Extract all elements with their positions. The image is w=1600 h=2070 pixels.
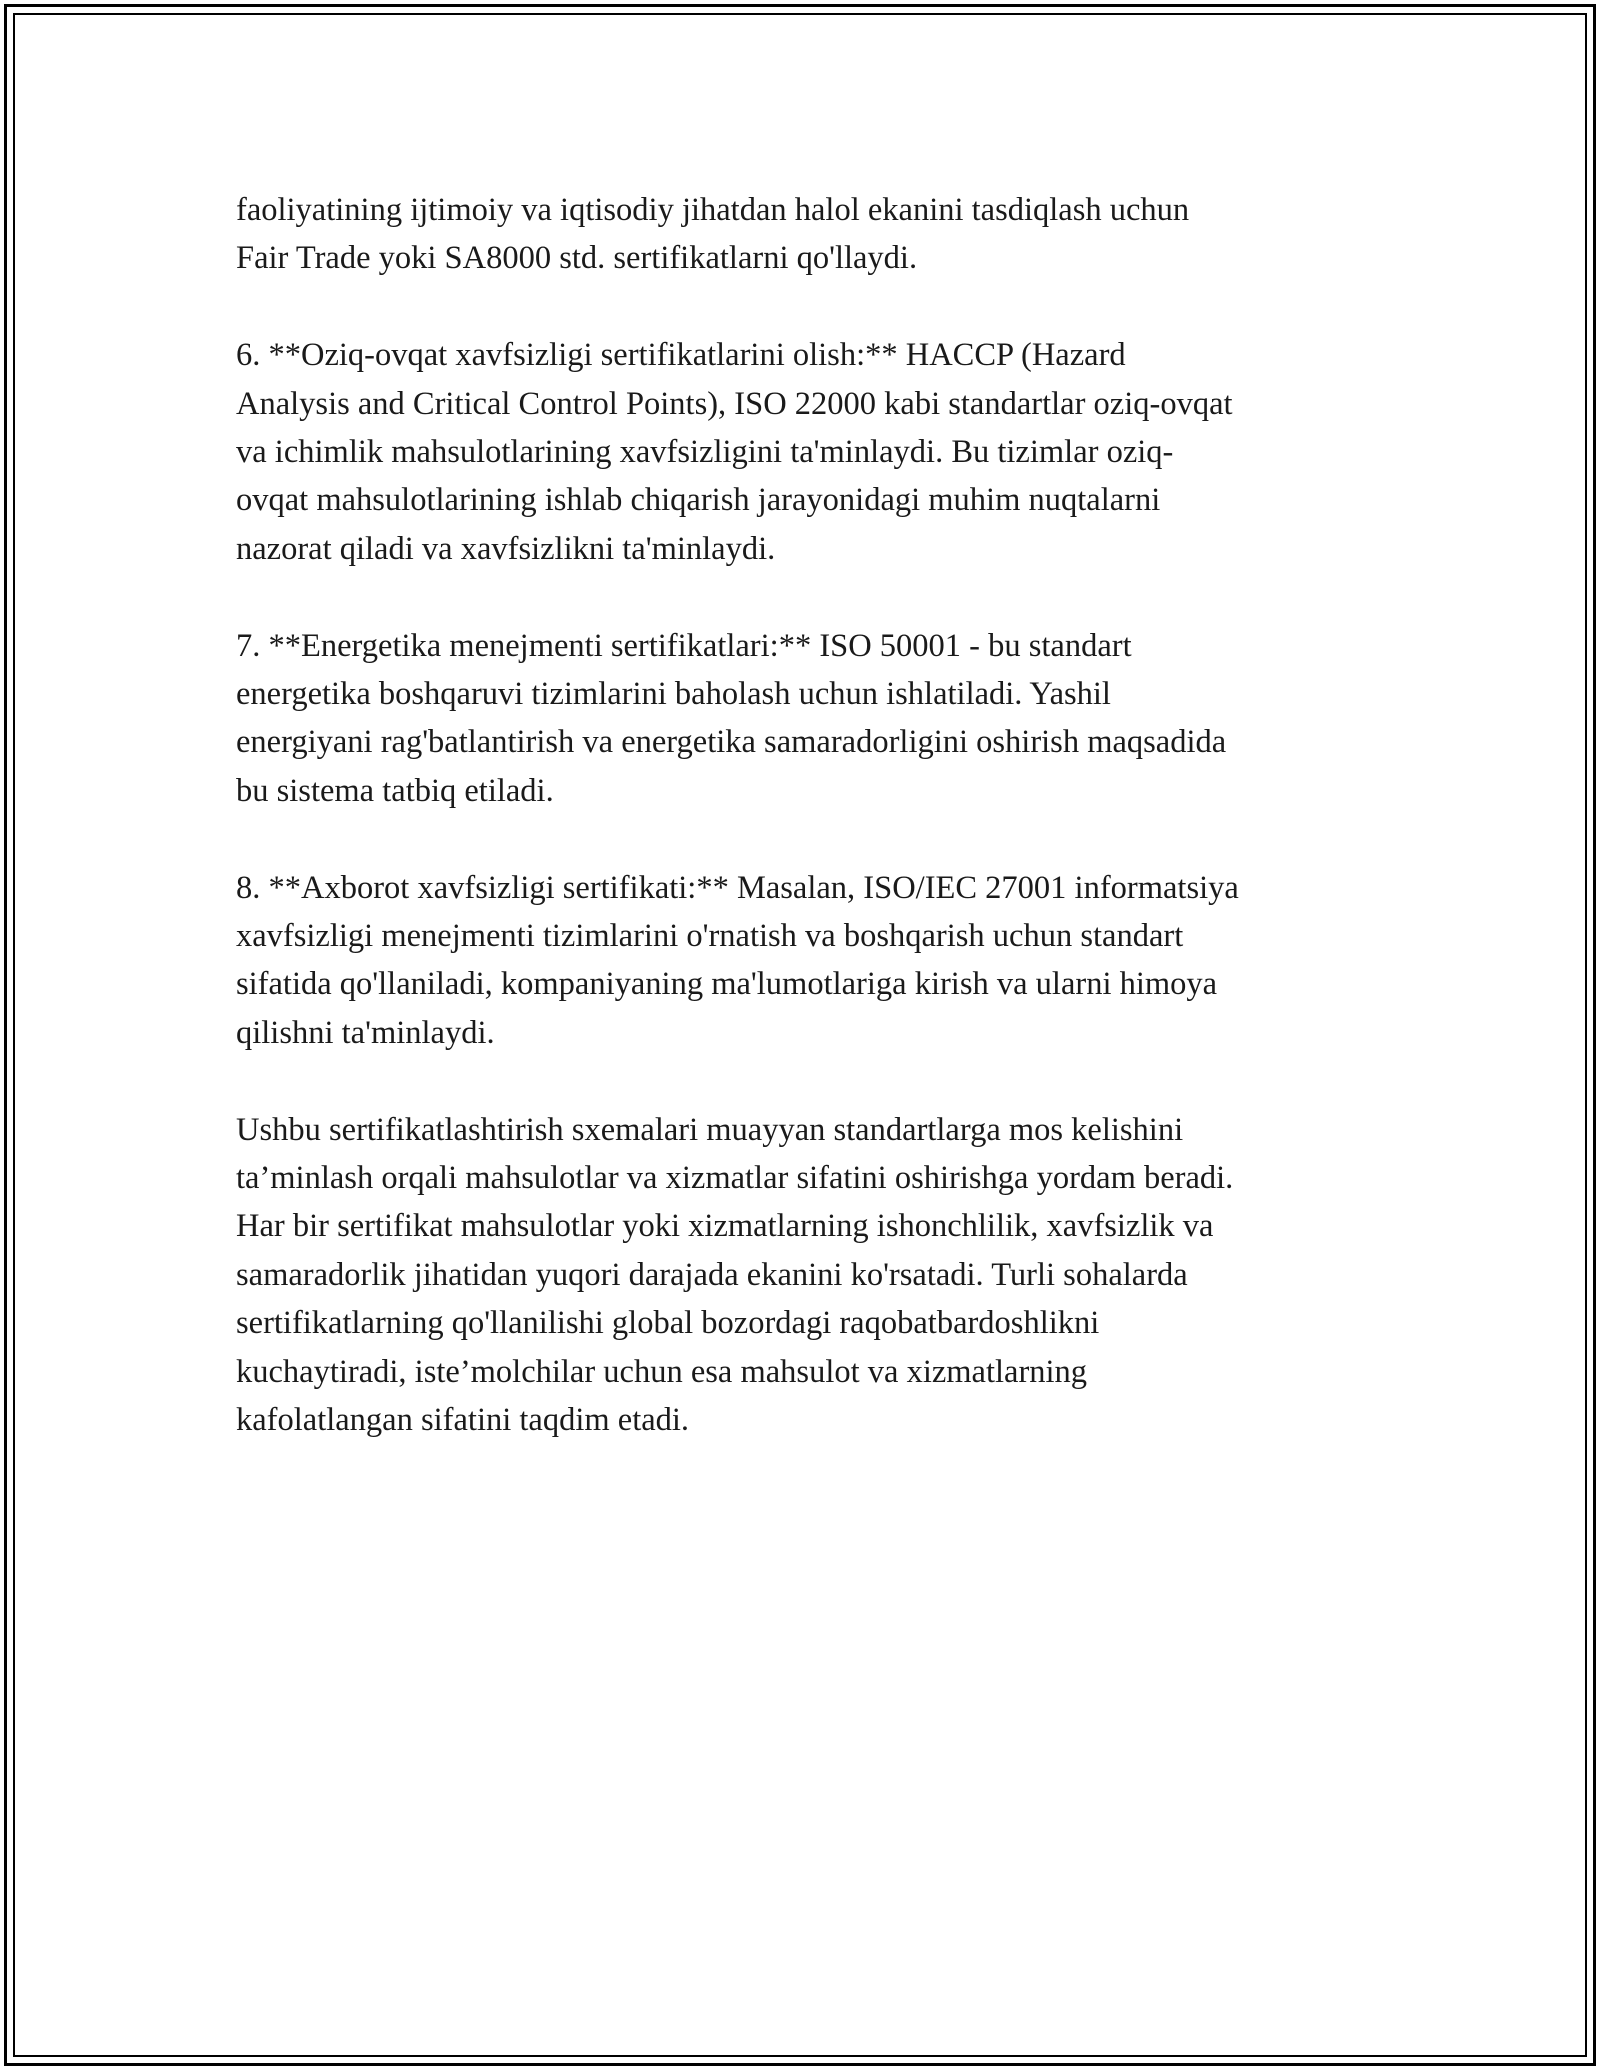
paragraph-food-safety xyxy=(236,331,1376,573)
text-line: Har bir sertifikat mahsulotlar yoki xizmatlarning ishonchlilik, xavfsizlik va xyxy=(236,1208,1214,1245)
text-line: samaradorlik jihatidan yuqori darajada ekanini ko'rsatadi. Turli sohalarda xyxy=(236,1256,1188,1293)
text-line: Analysis and Critical Control Points), ISO 22000 kabi standartlar oziq-ovqat xyxy=(236,385,1233,422)
paragraph-fair-trade xyxy=(236,186,1376,283)
document-body xyxy=(236,186,1376,1493)
text-line: nazorat qiladi va xavfsizlikni ta'minlaydi. xyxy=(236,530,776,567)
text-line: bu sistema tatbiq etiladi. xyxy=(236,772,554,809)
text-line: Ushbu sertifikatlashtirish sxemalari muayyan standartlarga mos kelishini xyxy=(236,1111,1184,1148)
paragraph-energy-management xyxy=(236,622,1376,816)
paragraph-information-security xyxy=(236,864,1376,1058)
text-line: 8. **Axborot xavfsizligi sertifikati:** Masalan, ISO/IEC 27001 informatsiya xyxy=(236,869,1239,906)
paragraph-conclusion xyxy=(236,1106,1376,1445)
text-line: 6. **Oziq-ovqat xavfsizligi sertifikatlarini olish:** HACCP (Hazard xyxy=(236,337,1126,374)
text-line: kuchaytiradi, iste’molchilar uchun esa mahsulot va xizmatlarning xyxy=(236,1353,1088,1390)
text-line: sifatida qo'llaniladi, kompaniyaning ma'lumotlariga kirish va ularni himoya xyxy=(236,966,1218,1003)
text-line: energiyani rag'batlantirish va energetika samaradorligini oshirish maqsadida xyxy=(236,724,1227,761)
text-line: sertifikatlarning qo'llanilishi global bozordagi raqobatbardoshlikni xyxy=(236,1305,1100,1342)
text-line: ovqat mahsulotlarining ishlab chiqarish jarayonidagi muhim nuqtalarni xyxy=(236,482,1161,519)
text-line: faoliyatining ijtimoiy va iqtisodiy jihatdan halol ekanini tasdiqlash uchun xyxy=(236,192,1190,228)
text-line: xavfsizligi menejmenti tizimlarini o'rnatish va boshqarish uchun standart xyxy=(236,918,1184,955)
text-line: qilishni ta'minlaydi. xyxy=(236,1014,495,1051)
text-line: ta’minlash orqali mahsulotlar va xizmatlar sifatini oshirishga yordam beradi. xyxy=(236,1160,1234,1197)
text-line: energetika boshqaruvi tizimlarini baholash uchun ishlatiladi. Yashil xyxy=(236,676,1111,713)
text-line: va ichimlik mahsulotlarining xavfsizligini ta'minlaydi. Bu tizimlar oziq- xyxy=(236,434,1174,471)
text-line: Fair Trade yoki SA8000 std. sertifikatlarni qo'llaydi. xyxy=(236,240,918,277)
text-line: kafolatlangan sifatini taqdim etadi. xyxy=(236,1402,690,1439)
text-line: 7. **Energetika menejmenti sertifikatlari:** ISO 50001 - bu standart xyxy=(236,627,1132,664)
